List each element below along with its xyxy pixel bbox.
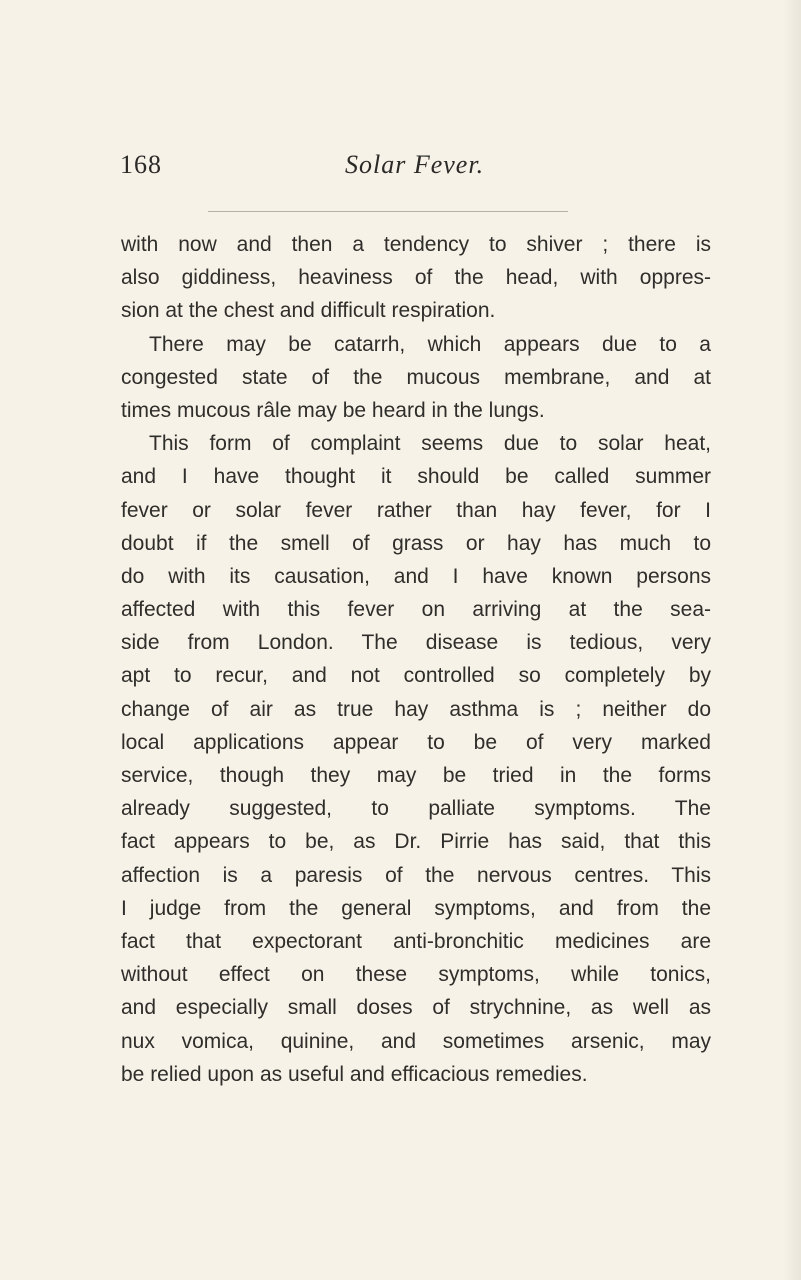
text-line: fact that expectorant anti-bronchitic medicines are: [121, 929, 711, 953]
page-edge-shadow: [783, 0, 801, 1280]
page-number: 168: [120, 150, 162, 179]
text-line: apt to recur, and not controlled so completely by: [121, 664, 711, 688]
text-line: with now and then a tendency to shiver ; there is: [121, 233, 711, 256]
body-text: [121, 228, 711, 1091]
running-title: Solar Fever.: [345, 150, 485, 179]
text-line: nux vomica, quinine, and sometimes arsenic, may: [121, 1029, 711, 1053]
text-line: be relied upon as useful and efficacious remedies.: [121, 1062, 588, 1086]
text-line: without effect on these symptoms, while tonics,: [121, 963, 711, 987]
text-line: do with its causation, and I have known persons: [121, 564, 711, 588]
text-line: times mucous râle may be heard in the lungs.: [121, 398, 545, 422]
text-line: I judge from the general symptoms, and from the: [121, 896, 711, 920]
text-line: service, though they may be tried in the forms: [121, 764, 711, 787]
text-line: side from London. The disease is tedious, very: [121, 631, 711, 655]
text-line: local applications appear to be of very marked: [121, 730, 711, 754]
text-line: There may be catarrh, which appears due to a: [149, 332, 711, 356]
text-line: change of air as true hay asthma is ; neither do: [121, 697, 711, 721]
text-line: sion at the chest and difficult respiration.: [121, 299, 496, 323]
text-line: doubt if the smell of grass or hay has much to: [121, 531, 711, 555]
text-line: and I have thought it should be called summer: [121, 465, 711, 489]
text-line: This form of complaint seems due to solar heat,: [149, 432, 711, 456]
text-line: fact appears to be, as Dr. Pirrie has said, that this: [121, 830, 711, 854]
text-line: also giddiness, heaviness of the head, with oppres-: [121, 266, 711, 290]
text-line: already suggested, to palliate symptoms. The: [121, 797, 711, 821]
text-line: affection is a paresis of the nervous centres. This: [121, 863, 711, 887]
text-line: fever or solar fever rather than hay fever, for I: [121, 498, 711, 522]
text-line: congested state of the mucous membrane, and at: [121, 365, 711, 389]
text-line: affected with this fever on arriving at the sea-: [121, 598, 711, 622]
text-line: and especially small doses of strychnine, as well as: [121, 996, 711, 1020]
header-rule: [208, 211, 568, 212]
page-header: [120, 150, 690, 190]
